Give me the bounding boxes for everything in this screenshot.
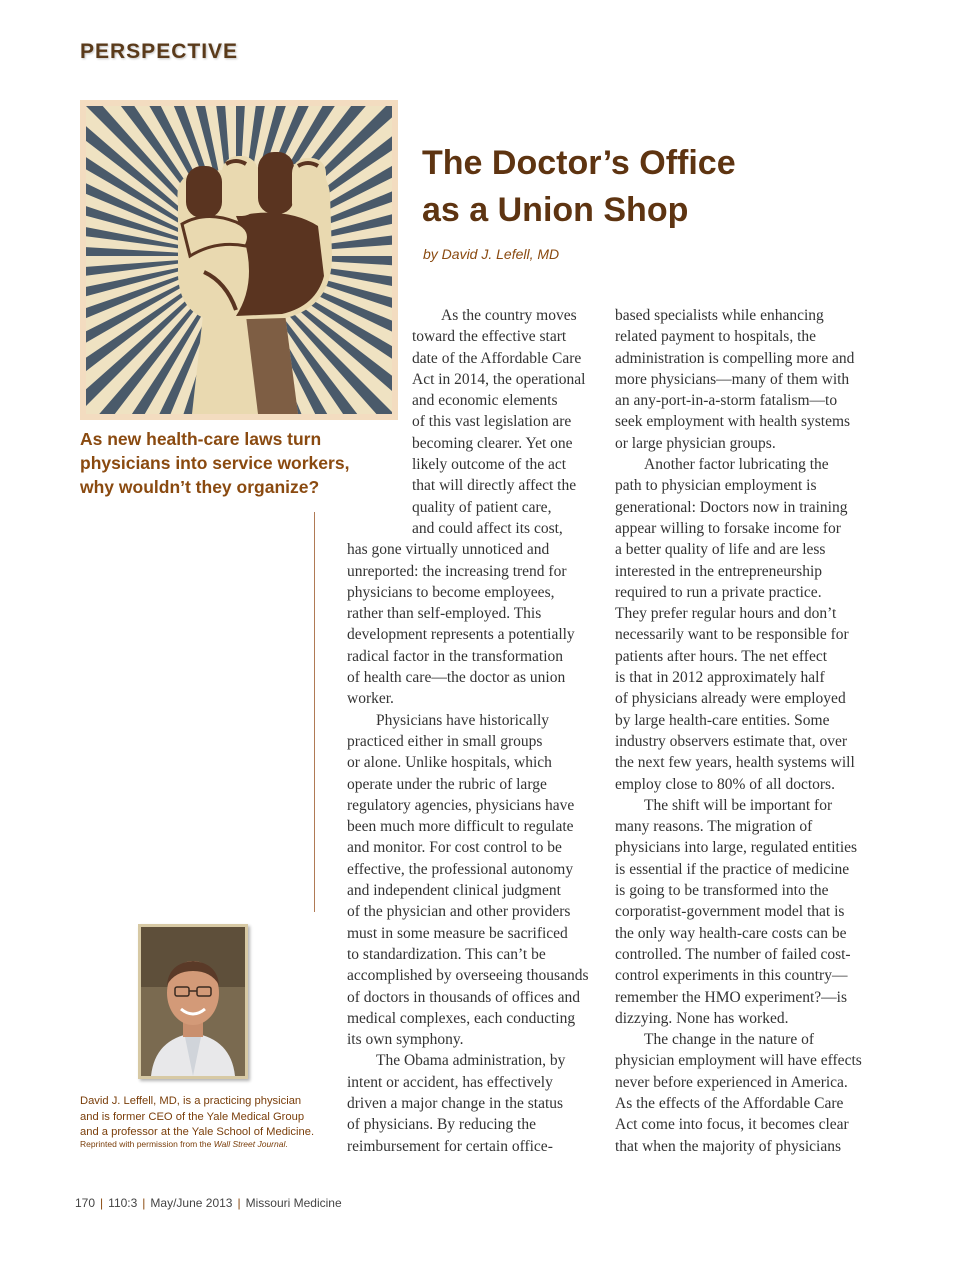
reprint-suffix: . [285, 1139, 288, 1149]
text-line: seek employment with health systems [615, 413, 851, 431]
text-line: of physicians already were employed [615, 690, 846, 708]
text-line: appear willing to forsake income for [615, 519, 841, 537]
text-line: The Obama administration, by [376, 1052, 566, 1070]
text-line: control experiments in this country— [615, 967, 848, 985]
pull-quote-line: physicians into service workers, [80, 453, 350, 473]
caption-line: David J. Leffell, MD, is a practicing physician [80, 1095, 302, 1107]
author-caption [80, 1094, 340, 1141]
text-line: administration is compelling more and [615, 349, 855, 367]
text-line: remember the HMO experiment?—is [615, 988, 847, 1006]
pull-quote [80, 427, 350, 499]
text-line: of doctors in thousands of offices and [347, 988, 581, 1006]
article-column-1 [347, 305, 597, 1157]
text-line: based specialists while enhancing [615, 307, 824, 324]
text-line: of this vast legislation are [412, 413, 572, 431]
text-line: accomplished by overseeing thousands [347, 967, 589, 985]
text-line: of the physician and other providers [347, 903, 571, 921]
text-line: to standardization. This can’t be [347, 945, 546, 963]
text-line: that when the majority of physicians [615, 1137, 841, 1155]
issue-date: May/June 2013 [150, 1196, 233, 1210]
text-line: controlled. The number of failed cost- [615, 945, 851, 963]
text-line: of physicians. By reducing the [347, 1116, 536, 1134]
pull-quote-line: As new health-care laws turn [80, 429, 322, 449]
text-line: date of the Affordable Care [412, 349, 582, 367]
journal-name: Missouri Medicine [245, 1196, 342, 1210]
text-line: has gone virtually unnoticed and [347, 541, 550, 559]
text-line: many reasons. The migration of [615, 818, 813, 836]
text-line: is going to be transformed into the [615, 882, 829, 900]
text-line: related payment to hospitals, the [615, 328, 817, 346]
text-line: never before experienced in America. [615, 1073, 848, 1091]
text-line: likely outcome of the act [412, 456, 567, 474]
text-line: must in some measure be sacrificed [347, 924, 568, 942]
text-line: or large physician groups. [615, 434, 776, 452]
text-line: toward the effective start [412, 328, 567, 346]
caption-line: and a professor at the Yale School of Medicine. [80, 1126, 315, 1138]
text-line: corporatist-government model that is [615, 903, 845, 921]
section-label: PERSPECTIVE [80, 40, 239, 63]
text-line: Another factor lubricating the [644, 456, 829, 474]
text-line: worker. [347, 690, 394, 708]
text-line: radical factor in the transformation [347, 647, 564, 665]
text-line: and economic elements [412, 392, 558, 410]
caption-line: and is former CEO of the Yale Medical Group [80, 1110, 305, 1123]
text-line: regulatory agencies, physicians have [347, 796, 575, 814]
text-line: As the effects of the Affordable Care [615, 1094, 844, 1112]
text-line: that will directly affect the [412, 477, 577, 495]
vertical-divider [314, 512, 315, 912]
text-line: becoming clearer. Yet one [412, 434, 573, 452]
author-photo [138, 924, 248, 1079]
text-line: operate under the rubric of large [347, 775, 547, 793]
text-line: dizzying. None has worked. [615, 1009, 789, 1027]
text-line: physician employment will have effects [615, 1052, 862, 1070]
text-line: As the country moves [441, 307, 577, 324]
text-line: or alone. Unlike hospitals, which [347, 754, 552, 772]
article-title [422, 140, 736, 234]
text-line: effective, the professional autonomy [347, 860, 574, 878]
text-line: industry observers estimate that, over [615, 732, 848, 750]
text-line: employ close to 80% of all doctors. [615, 775, 835, 793]
text-line: physicians into large, regulated entities [615, 839, 858, 857]
text-line: development represents a potentially [347, 626, 575, 644]
page-footer: 170 | 110:3 | May/June 2013 | Missouri Medicine [75, 1196, 342, 1210]
text-line: Physicians have historically [376, 711, 550, 729]
text-line: They prefer regular hours and don’t [615, 605, 837, 623]
text-line: required to run a private practice. [615, 583, 822, 601]
text-line: physicians to become employees, [347, 583, 555, 601]
text-line: and could affect its cost, [412, 519, 563, 537]
reprint-credit [80, 1139, 288, 1149]
text-line: its own symphony. [347, 1031, 464, 1049]
text-line: the next few years, health systems will [615, 754, 855, 772]
text-line: practiced either in small groups [347, 732, 543, 750]
text-line: driven a major change in the status [347, 1094, 564, 1112]
text-line: intent or accident, has effectively [347, 1073, 553, 1091]
author-portrait-image [141, 927, 245, 1076]
text-line: the only way health-care costs can be [615, 924, 847, 942]
text-line: The shift will be important for [644, 796, 833, 814]
text-line: generational: Doctors now in training [615, 498, 848, 516]
text-line: quality of patient care, [412, 498, 552, 516]
text-line: medical complexes, each conducting [347, 1009, 576, 1027]
article-column-2 [615, 305, 865, 1157]
text-line: of health care—the doctor as union [347, 669, 566, 687]
text-line: Act come into focus, it becomes clear [615, 1116, 849, 1134]
text-line: is that in 2012 approximately half [615, 669, 825, 687]
title-line: as a Union Shop [422, 191, 689, 229]
text-line: a better quality of life and are less [615, 541, 826, 559]
text-line: an any-port-in-a-storm fatalism—to [615, 392, 838, 410]
text-line: patients after hours. The net effect [615, 647, 828, 665]
text-line: been much more difficult to regulate [347, 818, 574, 836]
text-line: by large health-care entities. Some [615, 711, 830, 729]
reprint-source: Wall Street Journal [213, 1139, 286, 1149]
text-line: reimbursement for certain office- [347, 1137, 553, 1155]
reprint-prefix: Reprinted with permission from the [80, 1139, 214, 1149]
text-line: and independent clinical judgment [347, 882, 561, 900]
text-line: necessarily want to be responsible for [615, 626, 849, 644]
text-line: path to physician employment is [615, 477, 817, 495]
pull-quote-line: why wouldn’t they organize? [80, 477, 320, 497]
text-line: and monitor. For cost control to be [347, 839, 562, 857]
text-line: rather than self-employed. This [347, 605, 542, 623]
text-line: more physicians—many of them with [615, 370, 850, 388]
text-line: unreported: the increasing trend for [347, 562, 567, 580]
volume-issue: 110:3 [108, 1196, 138, 1210]
text-line: is essential if the practice of medicine [615, 860, 850, 878]
text-line: interested in the entrepreneurship [615, 562, 823, 580]
page-number: 170 [75, 1196, 96, 1210]
title-line: The Doctor’s Office [422, 144, 736, 182]
text-line: The change in the nature of [644, 1031, 814, 1049]
byline: by David J. Lefell, MD [423, 246, 560, 262]
text-line: Act in 2014, the operational [412, 370, 586, 388]
